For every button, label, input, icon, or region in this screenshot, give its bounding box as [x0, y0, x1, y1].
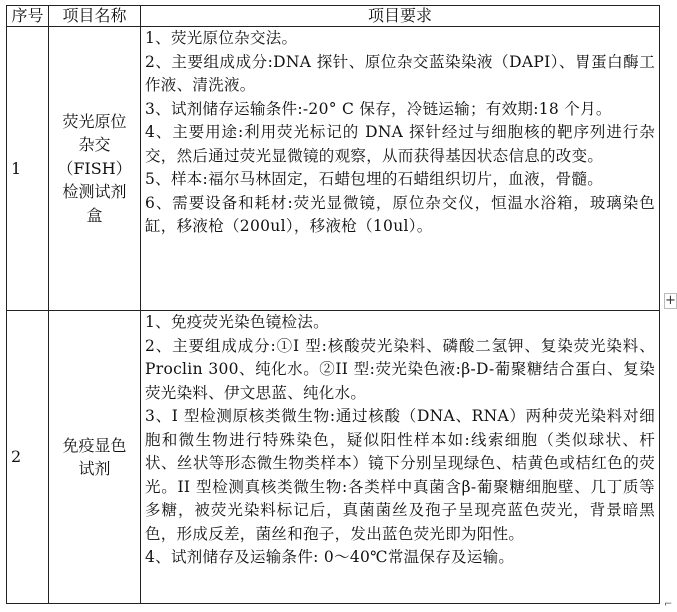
table-row: [7, 311, 660, 604]
table-row: [7, 27, 660, 311]
requirement-item: 1、荧光原位杂交法。: [145, 29, 298, 47]
product-name-line: 试剂: [78, 459, 111, 478]
header-number: 序号: [7, 6, 49, 27]
requirement-item: 4、主要用途:利用荧光标记的 DNA 探针经过与细胞核的靶序列进行杂交，然后通过荧光显微镜的观察，从而获得基因状态信息的改变。: [145, 123, 655, 165]
product-name-line: （FISH）: [57, 158, 132, 178]
header-requirements: 项目要求: [141, 6, 660, 27]
product-name-line: 检测试剂: [62, 182, 127, 202]
product-name-line: 杂交: [78, 135, 111, 155]
product-name: [49, 311, 141, 604]
requirement-item: 2、主要组成成分:①I 型:核酸荧光染料、磷酸二氢钾、复染荧光染料、Proclin 300、纯化水。②II 型:荧光染色液:β-D-葡聚糖结合蛋白、复染荧光染料、伊文思蓝、纯化水。: [145, 336, 655, 402]
product-name-line: 免疫显色: [62, 435, 127, 455]
product-name: [49, 27, 141, 311]
row-number: 1: [7, 27, 49, 311]
requirements-cell: [141, 311, 660, 604]
requirement-item: 2、主要组成成分:DNA 探针、原位杂交蓝染染液（DAPI）、胃蛋白酶工作液、清洗液。: [145, 52, 655, 94]
row-number: 2: [7, 311, 49, 604]
table-move-handle[interactable]: +: [665, 293, 676, 308]
header-name: 项目名称: [49, 6, 141, 27]
requirement-item: 4、试剂储存及运输条件: 0～40℃常温保存及运输。: [145, 548, 515, 566]
product-name-line: 盒: [86, 205, 103, 225]
page-corner-mark: ⌐: [664, 599, 673, 610]
requirement-item: 3、I 型检测原核类微生物:通过核酸（DNA、RNA）两种荧光染料对细胞和微生物进行特殊染色，疑似阳性样本如:线索细胞（类似球状、杆状、丝状等形态微生物类样本）镜下分别呈现绿色、桔黄色或桔红色的荧光。II 型检测真核类微生物:各类样中真菌含β-葡聚糖细胞壁、几丁质等多糖，被荧光染料标记后，真菌菌丝及孢子呈现亮蓝色荧光，背景暗黑色，形成反差，菌丝和孢子，发出蓝色荧光即为阳性。: [145, 407, 655, 543]
product-name-line: 荧光原位: [62, 111, 127, 131]
requirements-cell: [141, 27, 660, 311]
requirement-item: 3、试剂储存运输条件:-20° C 保存，冷链运输；有效期:18 个月。: [145, 99, 612, 118]
requirement-item: 1、免疫荧光染色镜检法。: [145, 313, 329, 331]
requirement-item: 6、需要设备和耗材:荧光显微镜，原位杂交仪，恒温水浴箱，玻璃染色缸，移液枪（200ul），移液枪（10ul）。: [145, 193, 655, 235]
requirements-table: [6, 5, 660, 604]
table-header-row: [7, 6, 660, 27]
requirement-item: 5、样本:福尔马林固定，石蜡包埋的石蜡组织切片，血液，骨髓。: [145, 170, 604, 188]
